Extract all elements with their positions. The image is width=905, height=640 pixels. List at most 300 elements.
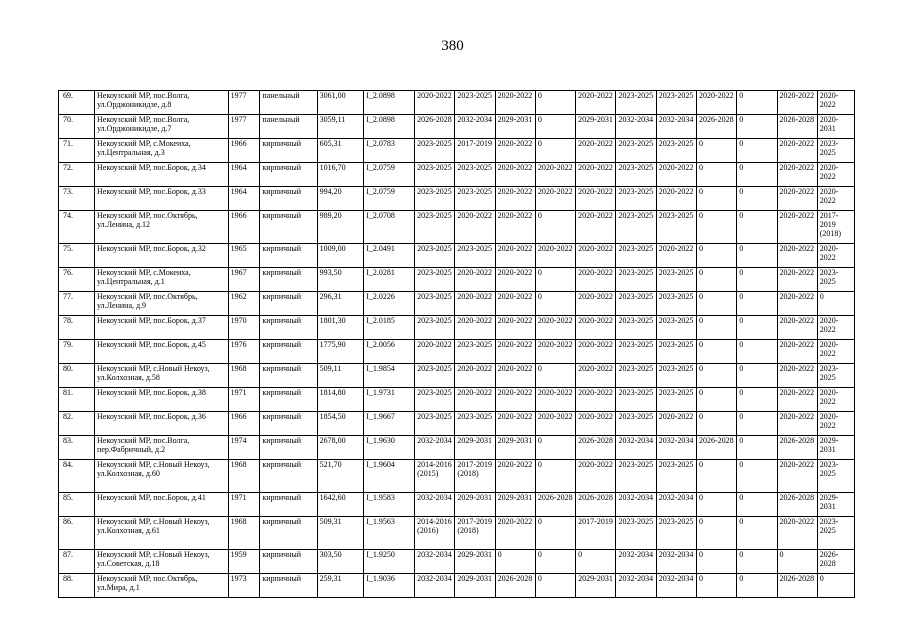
table-cell: кирпичный <box>260 244 317 268</box>
table-cell: 2029-2031 <box>495 115 535 139</box>
table-cell: 2020-2022 <box>817 163 854 187</box>
table-cell: 2029-2031 <box>495 436 535 460</box>
table-cell: 2020-2022 <box>576 412 616 436</box>
table-cell: 2032-2034 <box>415 493 455 517</box>
row-number-cell: 82. <box>59 412 95 436</box>
table-cell: 0 <box>737 316 777 340</box>
table-cell: 0 <box>696 388 736 412</box>
row-number-cell: 83. <box>59 436 95 460</box>
table-cell: 2020-2022 <box>535 340 575 364</box>
table-row <box>59 340 855 364</box>
table-cell: 0 <box>737 163 777 187</box>
table-cell: 2023-2025 <box>455 187 495 211</box>
table-cell: 1976 <box>228 340 260 364</box>
table-cell: 2020-2022 <box>495 91 535 115</box>
table-cell: 0 <box>737 412 777 436</box>
address-cell: Некоузский МР, с.Новый Некоуз, ул.Колхозная, д.61 <box>95 517 229 550</box>
table-cell: 2023-2025 <box>616 163 656 187</box>
table-cell: 0 <box>535 436 575 460</box>
table-cell: 3059,11 <box>317 115 364 139</box>
table-cell: 0 <box>696 268 736 292</box>
table-cell: 2020-2022 <box>576 211 616 244</box>
table-cell: 0 <box>737 292 777 316</box>
table-cell: 259,31 <box>317 574 364 598</box>
table-row <box>59 163 855 187</box>
table-cell: 0 <box>696 574 736 598</box>
table-cell: 2032-2034 <box>656 493 696 517</box>
table-cell: 2020-2022 <box>656 163 696 187</box>
table-cell: 2020-2022 <box>696 91 736 115</box>
table-cell: 2023-2025 <box>415 268 455 292</box>
table-cell: 296,31 <box>317 292 364 316</box>
table-cell: 0 <box>535 139 575 163</box>
table-cell: 0 <box>535 292 575 316</box>
table-cell: 2020-2022 <box>576 187 616 211</box>
table-row <box>59 364 855 388</box>
table-cell: 2032-2034 <box>415 550 455 574</box>
table-cell: 2023-2025 <box>455 91 495 115</box>
table-cell: 2023-2025 <box>616 460 656 493</box>
table-cell: 2023-2025 <box>616 187 656 211</box>
row-number-cell: 74. <box>59 211 95 244</box>
table-cell: 2026-2028 <box>777 436 817 460</box>
table-cell: 0 <box>696 163 736 187</box>
table-row <box>59 187 855 211</box>
table-cell: 989,20 <box>317 211 364 244</box>
table-cell: 0 <box>696 211 736 244</box>
table-cell: 2023-2025 <box>415 244 455 268</box>
address-cell: Некоузский МР, пос.Октябрь, ул.Ленина, д.12 <box>95 211 229 244</box>
table-cell: кирпичный <box>260 340 317 364</box>
table-cell: 2020-2022 <box>817 91 854 115</box>
table-cell: 2014-2016 (2015) <box>415 460 455 493</box>
table-cell: 2023-2025 <box>616 139 656 163</box>
table-cell: 1965 <box>228 244 260 268</box>
table-cell: 2020-2022 <box>576 244 616 268</box>
address-cell: Некоузский МР, с.Новый Некоуз, ул.Советская, д.18 <box>95 550 229 574</box>
table-cell: 2020-2022 <box>535 388 575 412</box>
table-cell: кирпичный <box>260 163 317 187</box>
table-cell: 2020-2022 <box>777 268 817 292</box>
table-cell: 0 <box>696 364 736 388</box>
table-cell: 2026-2028 <box>535 493 575 517</box>
table-cell: 0 <box>696 340 736 364</box>
table-cell: 2032-2034 <box>616 436 656 460</box>
table-cell: 0 <box>737 517 777 550</box>
table-cell: 2020-2022 <box>817 412 854 436</box>
table-cell: 2026-2028 <box>576 436 616 460</box>
table-cell: 2020-2022 <box>777 364 817 388</box>
table-cell: I_2.0185 <box>364 316 415 340</box>
table-cell: 0 <box>576 550 616 574</box>
table-cell: 0 <box>696 412 736 436</box>
table-row <box>59 550 855 574</box>
table-cell: 2026-2028 <box>777 115 817 139</box>
table-cell: 2023-2025 <box>616 388 656 412</box>
table-cell: 0 <box>696 460 736 493</box>
table-cell: 2020-2022 <box>495 388 535 412</box>
table-cell: 2020-2022 <box>415 340 455 364</box>
row-number-cell: 75. <box>59 244 95 268</box>
table-cell: 1977 <box>228 115 260 139</box>
table-cell: кирпичный <box>260 292 317 316</box>
table-row <box>59 244 855 268</box>
table-cell: 2020-2022 <box>777 91 817 115</box>
table-cell: 2023-2025 <box>616 316 656 340</box>
table-cell: 2023-2025 <box>616 268 656 292</box>
table-cell: 0 <box>535 268 575 292</box>
table-cell: 0 <box>535 550 575 574</box>
table-cell: 2023-2025 <box>616 340 656 364</box>
table-cell: 2017-2019 (2018) <box>455 460 495 493</box>
table-cell: панельный <box>260 91 317 115</box>
table-cell: 2020-2022 <box>777 139 817 163</box>
table-cell: 2023-2025 <box>656 316 696 340</box>
table-cell: 2020-2022 <box>777 517 817 550</box>
table-cell: 605,31 <box>317 139 364 163</box>
table-cell: 0 <box>737 460 777 493</box>
table-cell: 2678,00 <box>317 436 364 460</box>
table-row <box>59 517 855 550</box>
row-number-cell: 78. <box>59 316 95 340</box>
row-number-cell: 88. <box>59 574 95 598</box>
table-cell: 0 <box>696 187 736 211</box>
table-cell: кирпичный <box>260 388 317 412</box>
table-cell: 2020-2022 <box>817 244 854 268</box>
table-cell: 1642,60 <box>317 493 364 517</box>
table-cell: I_1.9731 <box>364 388 415 412</box>
table-cell: 0 <box>817 292 854 316</box>
row-number-cell: 81. <box>59 388 95 412</box>
table-cell: I_2.0226 <box>364 292 415 316</box>
table-cell: кирпичный <box>260 493 317 517</box>
table-cell: 2020-2022 <box>576 91 616 115</box>
row-number-cell: 84. <box>59 460 95 493</box>
table-cell: 2020-2022 <box>777 244 817 268</box>
table-cell: 0 <box>535 460 575 493</box>
table-cell: 2020-2022 <box>535 412 575 436</box>
table-cell: 2029-2031 <box>455 574 495 598</box>
table-cell: 2023-2025 <box>656 388 696 412</box>
table-cell: кирпичный <box>260 550 317 574</box>
table-cell: 2020-2022 <box>777 460 817 493</box>
table-cell: 0 <box>737 268 777 292</box>
table-cell: 1970 <box>228 316 260 340</box>
table-cell: 2023-2025 <box>656 268 696 292</box>
table-cell: 0 <box>737 550 777 574</box>
table-cell: 2023-2025 <box>415 187 455 211</box>
address-cell: Некоузский МР, пос.Борок, д.41 <box>95 493 229 517</box>
table-cell: I_2.0491 <box>364 244 415 268</box>
table-cell: 2023-2025 <box>415 316 455 340</box>
table-cell: 2023-2025 <box>616 412 656 436</box>
table-cell: 2023-2025 <box>817 139 854 163</box>
table-cell: 1775,90 <box>317 340 364 364</box>
table-cell: 0 <box>737 211 777 244</box>
row-number-cell: 86. <box>59 517 95 550</box>
table-cell: 0 <box>535 364 575 388</box>
table-cell: 1966 <box>228 211 260 244</box>
table-cell: 0 <box>737 91 777 115</box>
table-cell: 2020-2022 <box>535 316 575 340</box>
row-number-cell: 76. <box>59 268 95 292</box>
table-cell: 2020-2022 <box>777 412 817 436</box>
table-row <box>59 316 855 340</box>
table-cell: 2020-2022 <box>777 316 817 340</box>
table-cell: 2026-2028 <box>415 115 455 139</box>
table-cell: 2023-2025 <box>616 244 656 268</box>
table-cell: 993,50 <box>317 268 364 292</box>
table-cell: 2020-2022 <box>576 292 616 316</box>
table-cell: 2023-2025 <box>415 388 455 412</box>
table-cell: 1801,30 <box>317 316 364 340</box>
table-cell: 2023-2025 <box>415 211 455 244</box>
table-cell: 2020-2022 <box>817 388 854 412</box>
table-cell: I_1.9036 <box>364 574 415 598</box>
table-cell: 2032-2034 <box>656 574 696 598</box>
table-cell: кирпичный <box>260 412 317 436</box>
table-cell: 1967 <box>228 268 260 292</box>
table-cell: 2026-2028 <box>777 493 817 517</box>
table-cell: 2032-2034 <box>616 493 656 517</box>
table-cell: 1962 <box>228 292 260 316</box>
table-cell: 0 <box>696 517 736 550</box>
row-number-cell: 72. <box>59 163 95 187</box>
table-row <box>59 412 855 436</box>
table-cell: 2020-2022 <box>576 139 616 163</box>
table-cell: 2020-2022 <box>576 340 616 364</box>
table-cell: 2023-2025 <box>616 211 656 244</box>
table-cell: 0 <box>535 211 575 244</box>
table-cell: 2020-2022 <box>656 244 696 268</box>
table-cell: кирпичный <box>260 364 317 388</box>
table-cell: 2032-2034 <box>415 574 455 598</box>
table-cell: 0 <box>737 115 777 139</box>
table-cell: 2020-2022 <box>495 139 535 163</box>
table-cell: 2020-2022 <box>576 163 616 187</box>
table-cell: 2023-2025 <box>415 139 455 163</box>
table-cell: I_1.9604 <box>364 460 415 493</box>
address-cell: Некоузский МР, пос.Октябрь, ул.Ленина, д.9 <box>95 292 229 316</box>
table-cell: панельный <box>260 115 317 139</box>
address-cell: Некоузский МР, с.Новый Некоуз, ул.Колхозная, д.58 <box>95 364 229 388</box>
table-cell: 1971 <box>228 493 260 517</box>
table-cell: 2020-2022 <box>817 340 854 364</box>
table-cell: 2020-2022 <box>495 211 535 244</box>
table-cell: 1968 <box>228 517 260 550</box>
table-cell: кирпичный <box>260 187 317 211</box>
table-cell: 0 <box>696 493 736 517</box>
table-cell: 2020-2022 <box>415 91 455 115</box>
table-cell: I_2.0759 <box>364 187 415 211</box>
table-cell: 2020-2031 <box>817 115 854 139</box>
table-cell: 2023-2025 <box>656 340 696 364</box>
table-cell: 2020-2022 <box>656 412 696 436</box>
table-cell: 2020-2022 <box>455 268 495 292</box>
table-cell: 2020-2022 <box>576 316 616 340</box>
table-cell: 994,20 <box>317 187 364 211</box>
table-cell: кирпичный <box>260 211 317 244</box>
address-cell: Некоузский МР, с.Мокеиха, ул.Центральная, д.1 <box>95 268 229 292</box>
table-cell: 2017-2019 (2018) <box>455 517 495 550</box>
table-cell: 0 <box>535 91 575 115</box>
table-cell: 2020-2022 <box>455 388 495 412</box>
table-cell: 0 <box>737 493 777 517</box>
table-cell: 2020-2022 <box>576 388 616 412</box>
row-number-cell: 69. <box>59 91 95 115</box>
table-cell: 2023-2025 <box>817 517 854 550</box>
table-cell: 0 <box>495 550 535 574</box>
table-cell: 2017-2019 (2018) <box>817 211 854 244</box>
table-cell: I_1.9667 <box>364 412 415 436</box>
page-number: 380 <box>441 38 464 54</box>
table-row <box>59 292 855 316</box>
table-cell: 0 <box>737 436 777 460</box>
table-cell: 2023-2025 <box>455 163 495 187</box>
table-cell: 0 <box>737 574 777 598</box>
table-cell: 2032-2034 <box>616 574 656 598</box>
table-cell: I_1.9583 <box>364 493 415 517</box>
table-cell: 0 <box>696 292 736 316</box>
address-cell: Некоузский МР, пос.Волга, ул.Орджоникидзе, д.8 <box>95 91 229 115</box>
table-row <box>59 493 855 517</box>
table-cell: 2020-2022 <box>777 388 817 412</box>
table-row <box>59 574 855 598</box>
table-cell: 2023-2025 <box>817 460 854 493</box>
table-cell: 2023-2025 <box>415 412 455 436</box>
table-cell: 2023-2025 <box>415 163 455 187</box>
table-cell: 2029-2031 <box>817 493 854 517</box>
table-cell: 509,31 <box>317 517 364 550</box>
table-cell: 2023-2025 <box>616 364 656 388</box>
table-cell: 1966 <box>228 139 260 163</box>
row-number-cell: 73. <box>59 187 95 211</box>
table-cell: 2023-2025 <box>616 517 656 550</box>
table-cell: 2023-2025 <box>656 517 696 550</box>
table-cell: I_2.0783 <box>364 139 415 163</box>
table-cell: кирпичный <box>260 517 317 550</box>
address-cell: Некоузский МР, пос.Борок, д.32 <box>95 244 229 268</box>
table-cell: кирпичный <box>260 436 317 460</box>
table-cell: 0 <box>737 388 777 412</box>
table-cell: 2020-2022 <box>495 340 535 364</box>
table-cell: I_2.0281 <box>364 268 415 292</box>
table-cell: 1959 <box>228 550 260 574</box>
table-cell: 0 <box>696 244 736 268</box>
table-cell: 2020-2022 <box>495 187 535 211</box>
address-cell: Некоузский МР, пос.Борок, д.45 <box>95 340 229 364</box>
table-cell: 2023-2025 <box>656 139 696 163</box>
table-cell: 2032-2034 <box>616 550 656 574</box>
housing-register-table <box>58 90 855 598</box>
table-cell: 0 <box>737 139 777 163</box>
table-row <box>59 115 855 139</box>
table-cell: 2023-2025 <box>455 244 495 268</box>
address-cell: Некоузский МР, пос.Волга, пер.Фабричный, д.2 <box>95 436 229 460</box>
table-cell: 2026-2028 <box>696 115 736 139</box>
table-cell: 2032-2034 <box>656 550 696 574</box>
table-cell: 0 <box>817 574 854 598</box>
table-cell: 2020-2022 <box>495 316 535 340</box>
table-cell: 2023-2025 <box>656 364 696 388</box>
table-cell: 2023-2025 <box>656 211 696 244</box>
table-cell: 2020-2022 <box>817 187 854 211</box>
table-cell: 1016,70 <box>317 163 364 187</box>
table-cell: 2029-2031 <box>455 493 495 517</box>
table-cell: 1009,00 <box>317 244 364 268</box>
table-cell: 2023-2025 <box>455 340 495 364</box>
table-cell: 0 <box>737 187 777 211</box>
table-cell: 2020-2022 <box>777 163 817 187</box>
table-cell: 1854,50 <box>317 412 364 436</box>
table-cell: 2020-2022 <box>495 517 535 550</box>
table-cell: 1977 <box>228 91 260 115</box>
table-cell: 2020-2022 <box>656 187 696 211</box>
table-cell: I_1.9250 <box>364 550 415 574</box>
table-cell: 2020-2022 <box>495 163 535 187</box>
table-cell: 2029-2031 <box>495 493 535 517</box>
table-cell: 2020-2022 <box>495 268 535 292</box>
table-cell: I_2.0759 <box>364 163 415 187</box>
table-row <box>59 436 855 460</box>
table-cell: 2020-2022 <box>495 364 535 388</box>
table-cell: 2020-2022 <box>495 292 535 316</box>
table-row <box>59 460 855 493</box>
table-cell: 1814,80 <box>317 388 364 412</box>
table-cell: 2029-2031 <box>817 436 854 460</box>
table-cell: I_2.0898 <box>364 115 415 139</box>
table-cell: I_2.0708 <box>364 211 415 244</box>
table-cell: 2032-2034 <box>616 115 656 139</box>
table-cell: кирпичный <box>260 574 317 598</box>
table-cell: 1968 <box>228 460 260 493</box>
table-cell: 1973 <box>228 574 260 598</box>
table-cell: 2014-2016 (2016) <box>415 517 455 550</box>
table-cell: 2029-2031 <box>455 436 495 460</box>
table-cell: 2020-2022 <box>777 187 817 211</box>
table-cell: 0 <box>737 340 777 364</box>
table-cell: 2020-2022 <box>495 244 535 268</box>
address-cell: Некоузский МР, с.Новый Некоуз, ул.Колхозная, д.60 <box>95 460 229 493</box>
address-cell: Некоузский МР, пос.Борок, д.34 <box>95 163 229 187</box>
table-cell: 0 <box>535 517 575 550</box>
table-cell: 2020-2022 <box>576 268 616 292</box>
table-row <box>59 91 855 115</box>
table-cell: 521,70 <box>317 460 364 493</box>
table-cell: 2023-2025 <box>656 292 696 316</box>
table-body <box>59 91 855 598</box>
table-cell: 1964 <box>228 187 260 211</box>
table-cell: 2029-2031 <box>576 115 616 139</box>
address-cell: Некоузский МР, пос.Октябрь, ул.Мира, д.1 <box>95 574 229 598</box>
table-cell: 2026-2028 <box>817 550 854 574</box>
row-number-cell: 71. <box>59 139 95 163</box>
table-cell: 2023-2025 <box>817 364 854 388</box>
address-cell: Некоузский МР, с.Мокеиха, ул.Центральная, д.3 <box>95 139 229 163</box>
table-cell: кирпичный <box>260 316 317 340</box>
row-number-cell: 80. <box>59 364 95 388</box>
table-cell: 2020-2022 <box>535 187 575 211</box>
table-cell: 2023-2025 <box>817 268 854 292</box>
table-cell: I_1.9630 <box>364 436 415 460</box>
table-cell: 3061,00 <box>317 91 364 115</box>
table-cell: 2020-2022 <box>777 340 817 364</box>
table-cell: 2023-2025 <box>656 460 696 493</box>
table-cell: I_1.9563 <box>364 517 415 550</box>
table-cell: 2026-2028 <box>495 574 535 598</box>
table-cell: 0 <box>696 550 736 574</box>
table-cell: 2023-2025 <box>455 412 495 436</box>
